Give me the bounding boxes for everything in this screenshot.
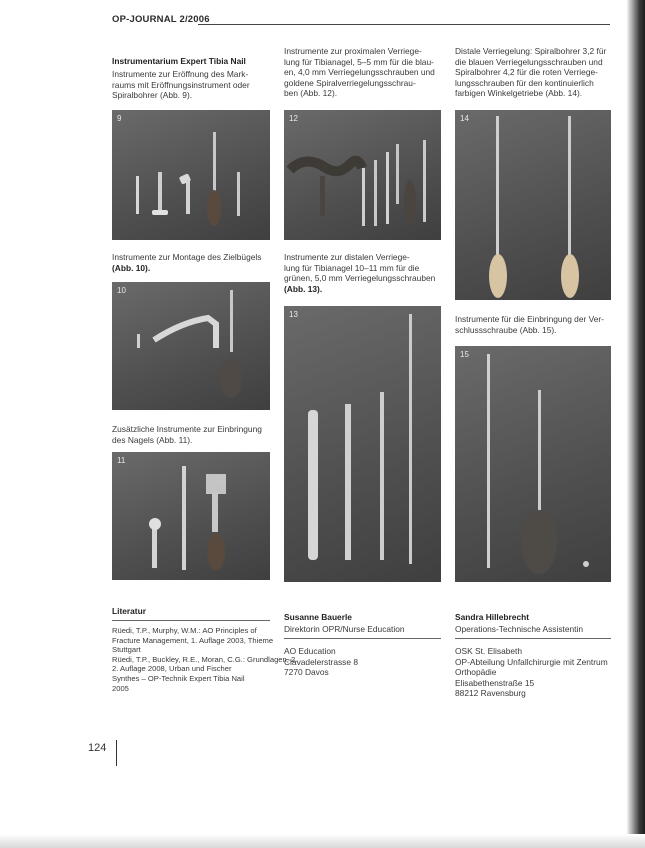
author2-address: OSK St. Elisabeth OP-Abteilung Unfallchirurgie mit Zentrum Orthopädie Elisabethenstraße 15 88212 Ravensburg	[455, 646, 608, 699]
col2-intro: Instrumente zur proximalen Verriege- lung für Tibianagel, 5–5 mm für die blau- en, 4,0 mm Verriegelungsschrauben und goldene Spiralverriegelungsschrau- ben (Abb. 12).	[284, 46, 435, 99]
caption-11: Zusätzliche Instrumente zur Einbringung des Nagels (Abb. 11).	[112, 424, 262, 445]
author1-role: Direktorin OPR/Nurse Education	[284, 624, 405, 634]
author2-rule	[455, 638, 611, 639]
journal-header: OP-JOURNAL 2/2006	[112, 14, 210, 25]
figure-12-label: 12	[289, 114, 298, 123]
figure-12-instruments	[284, 110, 441, 240]
figure-11-label: 11	[117, 456, 126, 465]
author1-address: AO Education Clavadelerstrasse 8 7270 Davos	[284, 646, 359, 678]
page-number: 124	[88, 742, 107, 754]
figure-9	[112, 110, 270, 240]
figure-9-instruments	[112, 110, 270, 240]
figure-14-label: 14	[460, 114, 469, 123]
figure-9-label: 9	[117, 114, 122, 123]
page-edge-shadow	[627, 0, 645, 848]
figure-15-label: 15	[460, 350, 469, 359]
caption-13: Instrumente zur distalen Verriege- lung für Tibianagel 10–11 mm für die grünen, 5,0 mm Verriegelungsschrauben (Abb. 13).	[284, 252, 436, 294]
col3-intro: Distale Verriegelung: Spiralbohrer 3,2 für die blauen Verriegelungsschrauben und Spiralbohrer 4,2 für die roten Verriege- lungsschrauben für den kontinuierlich farbigen Winkelgetriebe (Abb. 14).	[455, 46, 607, 99]
caption-10: Instrumente zur Montage des Zielbügels (Abb. 10).	[112, 252, 262, 273]
figure-14-instruments	[455, 110, 611, 300]
figure-10	[112, 282, 270, 410]
literature-list: Rüedi, T.P., Murphy, W.M.: AO Principles of Fracture Management, 1. Auflage 2003, Thieme Stuttgart Rüedi, T.P., Buckley, R.E., Moran, C.G.: Grundlagen, 2. 2. Auflage 2008, Urban und Fischer Synthes – OP-Technik Expert Tibia Nail 2005	[112, 626, 298, 693]
figure-10-instruments	[112, 282, 270, 410]
header-rule	[198, 24, 610, 25]
author1-rule	[284, 638, 441, 639]
literature-title: Literatur	[112, 606, 146, 616]
page-number-divider	[116, 740, 117, 766]
literature-rule	[112, 620, 270, 621]
author1-name: Susanne Bauerle	[284, 612, 352, 622]
figure-10-label: 10	[117, 286, 126, 295]
page-bottom-edge	[0, 834, 645, 848]
figure-11	[112, 452, 270, 580]
figure-13-label: 13	[289, 310, 298, 319]
col1-intro: Instrumente zur Eröffnung des Mark- raums mit Eröffnungsinstrument oder Spiralbohrer (Abb. 9).	[112, 69, 250, 101]
figure-13	[284, 306, 441, 582]
figure-14	[455, 110, 611, 300]
author2-role: Operations-Technische Assistentin	[455, 624, 584, 634]
figure-15-instruments	[455, 346, 611, 582]
figure-15	[455, 346, 611, 582]
figure-12	[284, 110, 441, 240]
author2-name: Sandra Hillebrecht	[455, 612, 530, 622]
figure-13-instruments	[284, 306, 441, 582]
section-heading: Instrumentarium Expert Tibia Nail	[112, 56, 246, 66]
figure-11-instruments	[112, 452, 270, 580]
caption-15: Instrumente für die Einbringung der Ver- schlussschraube (Abb. 15).	[455, 314, 604, 335]
